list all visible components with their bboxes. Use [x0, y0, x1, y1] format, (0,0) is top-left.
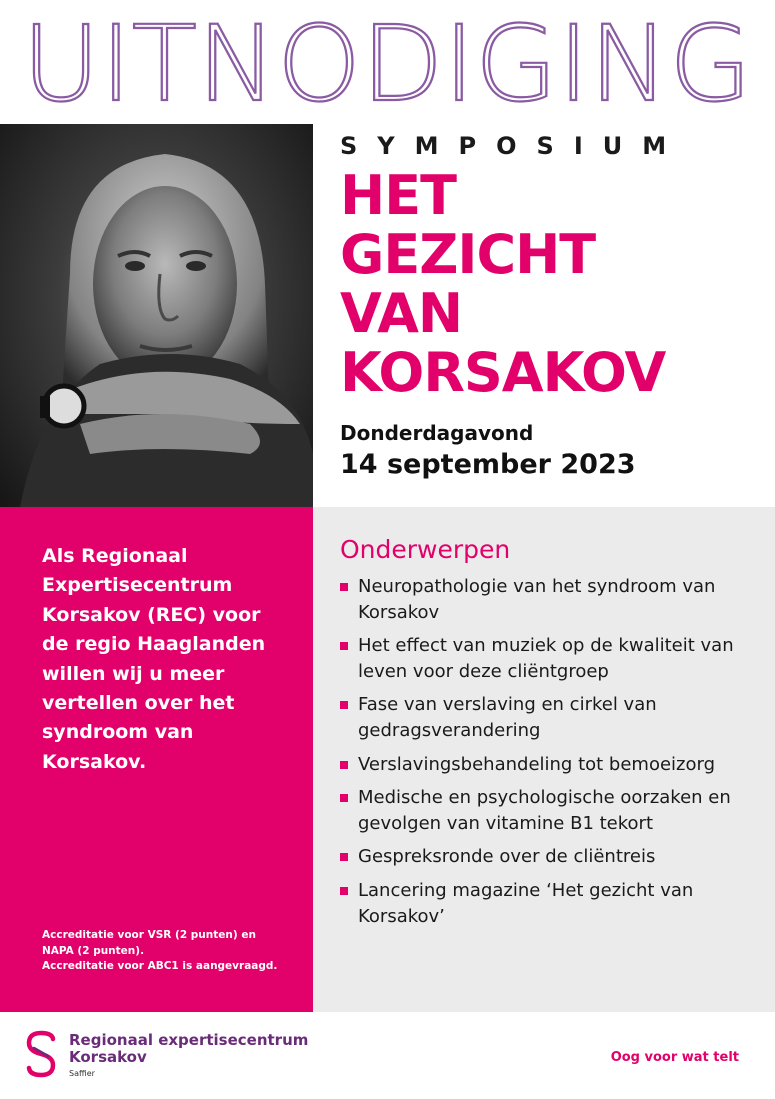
invitation-headline [0, 8, 775, 116]
event-title-line: VAN [340, 282, 463, 345]
square-bullet-icon [340, 794, 348, 802]
square-bullet-icon [340, 642, 348, 650]
square-bullet-icon [340, 761, 348, 769]
event-date: 14 september 2023 [340, 449, 636, 480]
organization-name-line: Korsakov [69, 1048, 147, 1066]
square-bullet-icon [340, 583, 348, 591]
accreditation-line: Accreditatie voor ABC1 is aangevraagd. [42, 960, 278, 972]
event-kicker: SYMPOSIUM [340, 132, 687, 160]
accreditation-note [42, 928, 307, 975]
intro-panel [0, 507, 313, 1012]
event-title [340, 166, 760, 402]
organization-name [69, 1032, 308, 1066]
topic-text: Gespreksronde over de cliëntreis [358, 846, 656, 868]
square-bullet-icon [340, 701, 348, 709]
square-bullet-icon [340, 853, 348, 861]
list-item [340, 785, 760, 836]
saffier-s-logo-icon [24, 1030, 58, 1078]
topics-heading: Onderwerpen [340, 535, 511, 564]
accreditation-line: NAPA (2 punten). [42, 944, 145, 957]
list-item [340, 574, 760, 625]
event-title-line: GEZICHT [340, 223, 596, 286]
list-item [340, 752, 760, 778]
organization-sub: Saffier [69, 1069, 95, 1078]
topic-text: Neuropathologie van het syndroom van Korsakov [358, 576, 716, 623]
intro-text: Als Regionaal Expertisecentrum Korsakov (REC) voor de regio Haaglanden willen wij u meer vertellen over het syndroom van Korsakov. [42, 545, 266, 773]
topic-text: Verslavingsbehandeling tot bemoeizorg [358, 753, 716, 775]
topics-list [340, 574, 760, 937]
topic-text: Lancering magazine ‘Het gezicht van Korsakov’ [358, 879, 694, 927]
square-bullet-icon [340, 887, 348, 895]
topic-text: Het effect van muziek op de kwaliteit van leven voor deze cliëntgroep [358, 635, 734, 682]
headline-text: UITNODIGING [22, 8, 752, 116]
topics-panel [313, 507, 775, 1012]
event-title-line: KORSAKOV [340, 341, 666, 404]
tagline: Oog voor wat telt [610, 1050, 739, 1065]
organization-name-line: Regionaal expertisecentrum [69, 1031, 309, 1049]
list-item [340, 844, 760, 870]
topic-text: Fase van verslaving en cirkel van gedragsverandering [358, 694, 657, 741]
footer [0, 1012, 775, 1099]
accreditation-line: Accreditatie voor VSR (2 punten) en [42, 929, 256, 941]
portrait-illustration [0, 124, 313, 507]
event-title-line: HET [340, 164, 456, 227]
event-day: Donderdagavond [340, 421, 534, 445]
list-item [340, 692, 760, 743]
portrait-photo [0, 124, 313, 507]
list-item [340, 878, 760, 929]
list-item [340, 633, 760, 684]
topic-text: Medische en psychologische oorzaken en gevolgen van vitamine B1 tekort [358, 787, 731, 834]
